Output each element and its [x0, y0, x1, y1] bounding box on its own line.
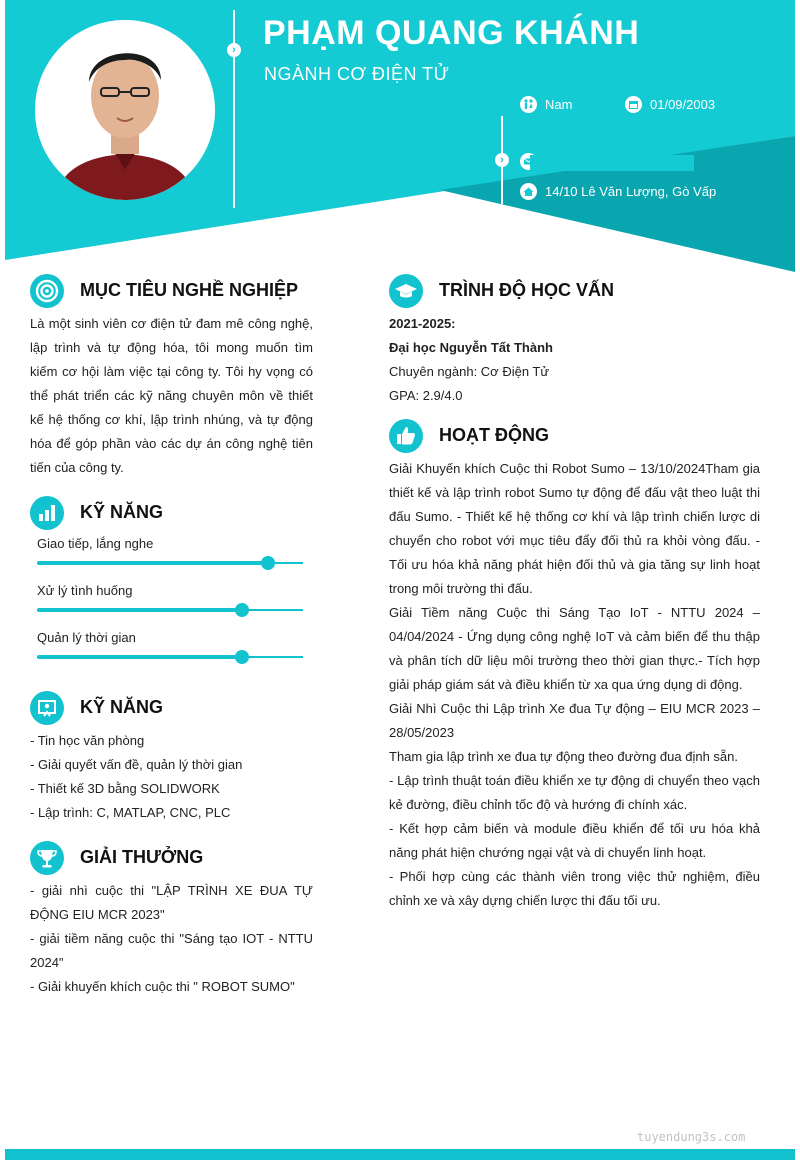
address-value: 14/10 Lê Văn Lượng, Gò Vấp [545, 184, 717, 199]
objective-title: MỤC TIÊU NGHỀ NGHIỆP [80, 280, 299, 300]
skills-list [30, 729, 313, 825]
skill-fill [37, 561, 268, 565]
activities-title: HOẠT ĐỘNG [439, 425, 549, 445]
list-item: - giải tiềm năng cuộc thi "Sáng tạo IOT - NTTU 2024" [30, 931, 313, 970]
skill-bar [37, 583, 303, 598]
activities-text [389, 457, 760, 913]
footer-bar [5, 1149, 795, 1160]
education-school: Đại học Nguyễn Tất Thành [389, 340, 553, 355]
skill-fill [37, 608, 242, 612]
skill-knob [235, 650, 249, 664]
profile-photo [35, 20, 215, 200]
skill-bar [37, 630, 303, 645]
activity-paragraph: Giải Tiềm năng Cuộc thi Sáng Tạo IoT - NTTU 2024 – 04/04/2024 - Ứng dụng công nghệ IoT và cảm biến để thu thập và phân tích dữ liệu môi trường theo thời gian thực.- Tích hợp giải pháp giám sát và điều khiển từ xa qua ứng dụng di động. [389, 605, 760, 692]
chevron-right-icon: › [495, 153, 509, 167]
calendar-icon [625, 96, 642, 113]
redacted-contact [530, 155, 694, 171]
list-item: - giải nhì cuộc thi "LẬP TRÌNH XE ĐUA TỰ ĐỘNG EIU MCR 2023" [30, 883, 313, 922]
gender-value: Nam [545, 97, 573, 112]
header-divider [233, 10, 235, 208]
skill-label: Xử lý tình huống [37, 583, 133, 598]
candidate-name: PHẠM QUANG KHÁNH [263, 14, 640, 52]
activity-paragraph: - Kết hợp cảm biến và module điều khiển để tối ưu hóa khả năng phát hiện chướng ngại vật và di chuyển linh hoạt. [389, 821, 760, 860]
skill-bar [37, 536, 303, 551]
skills-bars-title: KỸ NĂNG [80, 502, 164, 522]
skill-knob [261, 556, 275, 570]
education-details [389, 312, 760, 408]
target-icon [30, 274, 64, 308]
activity-paragraph: Giải Khuyến khích Cuộc thi Robot Sumo – 13/10/2024Tham gia thiết kế và lập trình robot Sumo tự động để đấu vật theo luật thi đấu Sumo. - Thiết kế hệ thống cơ khí và lập trình chiến lược di chuyển cho robot với mục tiêu đẩy đối thủ ra khỏi vòng đấu. - Tối ưu hóa khả năng phát hiện đối thủ và gia tăng sự linh hoạt trong môi trường thi đấu. [389, 461, 760, 596]
skill-knob [235, 603, 249, 617]
candidate-role: NGÀNH CƠ ĐIỆN TỬ [264, 64, 450, 84]
birthdate-value: 01/09/2003 [650, 97, 716, 112]
bar-chart-icon [30, 496, 64, 530]
list-item: - Giải khuyến khích cuộc thi " ROBOT SUMO" [30, 979, 295, 994]
graduation-cap-icon [389, 274, 423, 308]
awards-title: GIẢI THƯỞNG [80, 847, 204, 867]
certificate-icon [30, 691, 64, 725]
education-period: 2021-2025: [389, 316, 456, 331]
watermark: tuyendung3s.com [637, 1130, 746, 1144]
list-item: - Lập trình: C, MATLAP, CNC, PLC [30, 805, 231, 820]
list-item: - Tin học văn phòng [30, 733, 145, 748]
chevron-right-icon: › [227, 43, 241, 57]
activity-paragraph: Giải Nhì Cuộc thi Lập trình Xe đua Tự động – EIU MCR 2023 – 28/05/2023 [389, 701, 760, 740]
awards-list [30, 879, 313, 999]
education-title: TRÌNH ĐỘ HỌC VẤN [439, 280, 614, 300]
education-major: Chuyên ngành: Cơ Điện Tử [389, 364, 550, 379]
home-icon [520, 183, 537, 200]
thumbs-up-icon [389, 419, 423, 453]
activity-paragraph: - Lập trình thuật toán điều khiển xe tự động di chuyển theo vạch kẻ đường, điều chỉnh tốc độ và hướng đi chính xác. [389, 773, 760, 812]
objective-text: Là một sinh viên cơ điện tử đam mê công nghệ, lập trình và tự động hóa, tôi mong muốn tìm kiếm cơ hội làm việc tại công ty. Tôi hy vọng có thể phát triển các kỹ năng chuyên môn về thiết kế hệ thống cơ khí, lập trình nhúng, và tự động hóa để góp phần vào các dự án công nghệ tiên tiến của công ty. [30, 316, 313, 475]
list-item: - Giải quyết vấn đề, quản lý thời gian [30, 757, 243, 772]
activity-paragraph: Tham gia lập trình xe đua tự động theo đường đua định sẵn. [389, 749, 738, 764]
skill-label: Quản lý thời gian [37, 630, 136, 645]
trophy-icon [30, 841, 64, 875]
education-gpa: GPA: 2.9/4.0 [389, 388, 463, 403]
skill-label: Giao tiếp, lắng nghe [37, 536, 154, 551]
skill-fill [37, 655, 242, 659]
skills-list-title: KỸ NĂNG [80, 697, 164, 717]
gender-icon [520, 96, 537, 113]
avatar [35, 20, 215, 200]
activity-paragraph: - Phối hợp cùng các thành viên trong việc thử nghiệm, điều chỉnh xe và xây dựng chiến lược thi đấu tối ưu. [389, 869, 760, 908]
list-item: - Thiết kế 3D bằng SOLIDWORK [30, 781, 220, 796]
